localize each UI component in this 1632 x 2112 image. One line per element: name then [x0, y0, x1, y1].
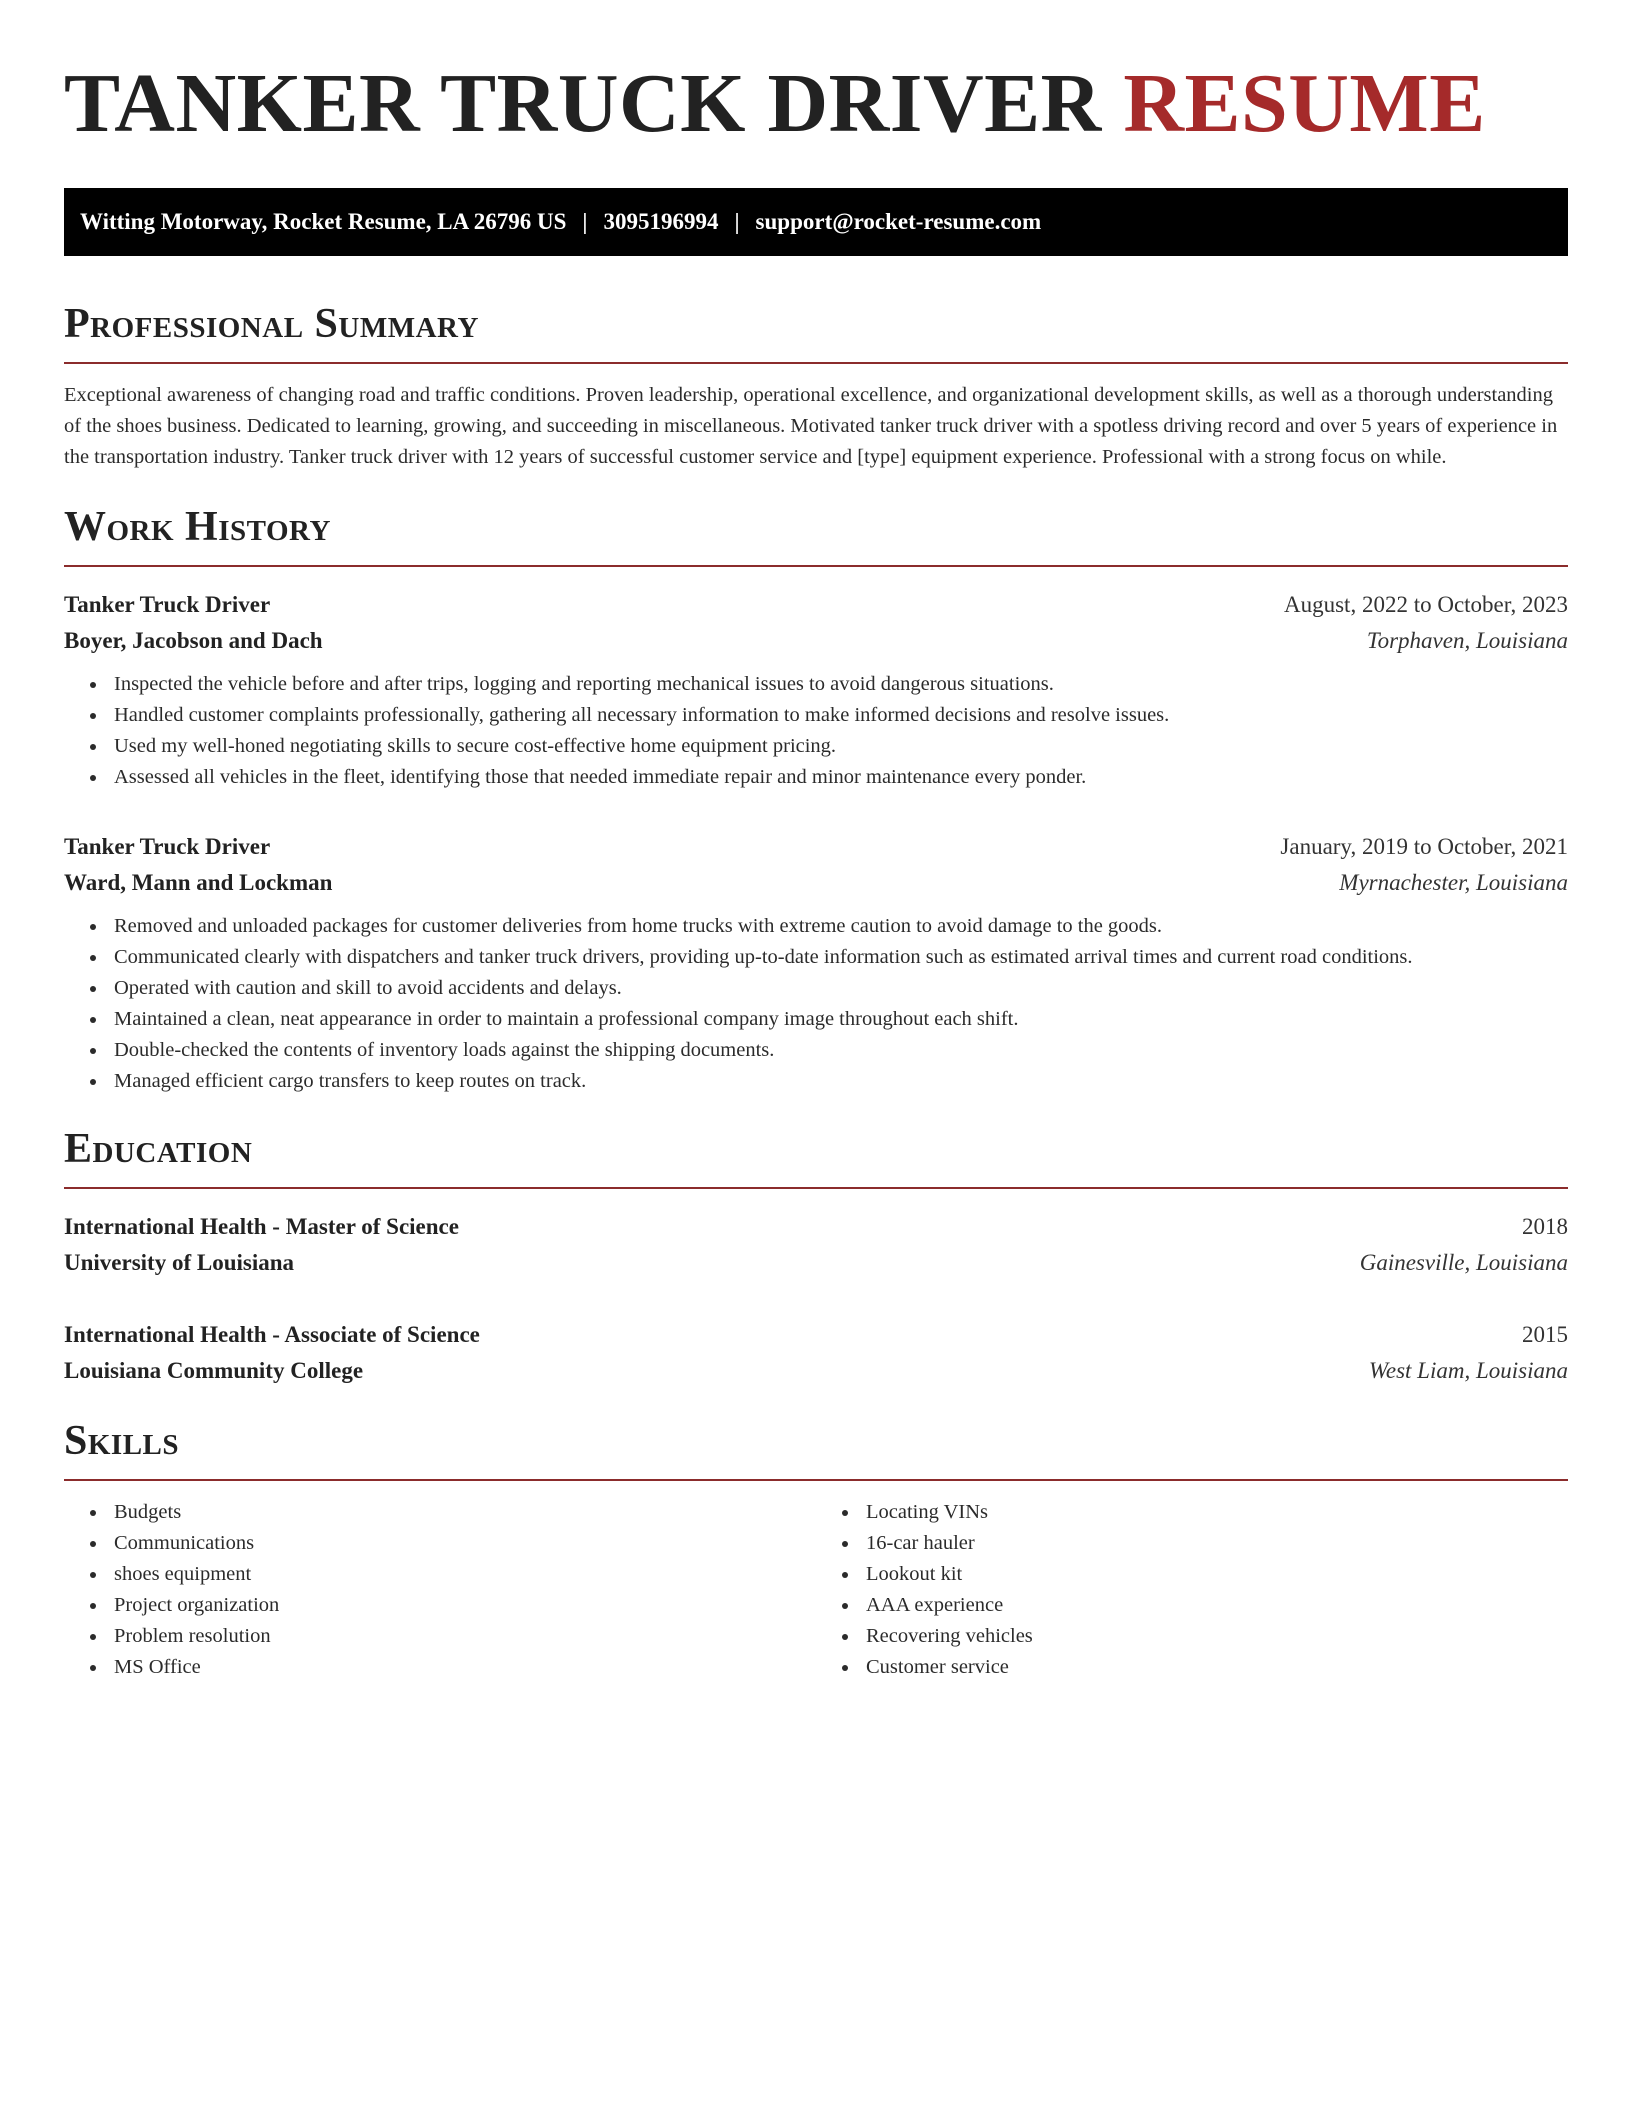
job-bullet: • Inspected the vehicle before and after trips, logging and reporting mechanical issues to avoid dangerous situations. — [108, 669, 1568, 700]
education-year: 2018 — [1522, 1214, 1568, 1239]
job-bullet: • Handled customer complaints professionally, gathering all necessary information to make informed decisions and resolve issues. — [108, 700, 1568, 731]
job-title: Tanker Truck Driver — [64, 834, 271, 859]
job-bullet: • Removed and unloaded packages for customer deliveries from home trucks with extreme caution to avoid damage to the goods. — [108, 911, 1568, 942]
education-heading: Education — [64, 1126, 253, 1172]
skill-item: • Project organization — [108, 1590, 816, 1621]
section-divider — [64, 362, 1568, 364]
job-bullet: • Used my well-honed negotiating skills to secure cost-effective home equipment pricing. — [108, 731, 1568, 762]
education-school: Louisiana Community College — [64, 1358, 364, 1383]
skill-item: • Communications — [108, 1528, 816, 1559]
education-location: Gainesville, Louisiana — [1359, 1250, 1568, 1275]
skill-item: • Budgets — [108, 1497, 816, 1528]
job-company: Ward, Mann and Lockman — [64, 870, 333, 895]
summary-text: Exceptional awareness of changing road and traffic conditions. Proven leadership, operational excellence, and organizational development skills, as well as a thorough understanding of the shoes business. Dedicated to learning, growing, and succeeding in miscellaneous. Motivated tanker truck driver with a spotless driving record and over 5 years of experience in the transportation industry. Tanker truck driver with 12 years of successful customer service and [type] equipment experience. Professional with a strong focus on while. — [64, 384, 1558, 468]
section-divider — [64, 1187, 1568, 1189]
job-bullet: • Double-checked the contents of inventory loads against the shipping documents. — [108, 1035, 1568, 1066]
title-accent: RESUME — [1123, 57, 1486, 150]
education-degree: International Health - Master of Science — [64, 1214, 459, 1239]
skill-item: • AAA experience — [860, 1590, 1568, 1621]
education-location: West Liam, Louisiana — [1368, 1358, 1568, 1383]
section-divider — [64, 565, 1568, 567]
skill-item: • Lookout kit — [860, 1559, 1568, 1590]
education-entry — [64, 1209, 1568, 1281]
contact-separator: | — [734, 209, 740, 234]
job-company: Boyer, Jacobson and Dach — [64, 628, 323, 653]
contact-bar — [64, 188, 1568, 256]
job-bullets — [64, 669, 1568, 793]
job-bullets — [64, 911, 1568, 1097]
resume-title — [64, 56, 1568, 152]
job-location: Myrnachester, Louisiana — [1339, 870, 1568, 895]
education-entry — [64, 1317, 1568, 1389]
skills-columns — [64, 1497, 1568, 1683]
contact-address: Witting Motorway, Rocket Resume, LA 26796 US — [80, 209, 567, 234]
skills-heading: Skills — [64, 1418, 180, 1464]
skill-item: • 16-car hauler — [860, 1528, 1568, 1559]
job-bullet: • Assessed all vehicles in the fleet, identifying those that needed immediate repair and minor maintenance every ponder. — [108, 762, 1568, 793]
skill-item: • Recovering vehicles — [860, 1621, 1568, 1652]
contact-separator: | — [582, 209, 588, 234]
job-bullet: • Communicated clearly with dispatchers and tanker truck drivers, providing up-to-date information such as estimated arrival times and current road conditions. — [108, 942, 1568, 973]
skills-list-left — [64, 1497, 816, 1683]
skills-list-right — [816, 1497, 1568, 1683]
contact-phone: 3095196994 — [603, 209, 719, 234]
job-title: Tanker Truck Driver — [64, 592, 271, 617]
skill-item: • shoes equipment — [108, 1559, 816, 1590]
summary-heading: Professional Summary — [64, 301, 479, 347]
title-main: TANKER TRUCK DRIVER — [64, 57, 1102, 150]
work-history-heading: Work History — [64, 504, 331, 550]
job-bullet: • Maintained a clean, neat appearance in order to maintain a professional company image throughout each shift. — [108, 1004, 1568, 1035]
job-entry — [64, 587, 1568, 793]
section-divider — [64, 1479, 1568, 1481]
job-location: Torphaven, Louisiana — [1366, 628, 1568, 653]
job-dates: January, 2019 to October, 2021 — [1280, 834, 1568, 859]
education-degree: International Health - Associate of Science — [64, 1322, 480, 1347]
job-entry — [64, 829, 1568, 1097]
job-bullet: • Managed efficient cargo transfers to keep routes on track. — [108, 1066, 1568, 1097]
education-school: University of Louisiana — [64, 1250, 295, 1275]
education-year: 2015 — [1522, 1322, 1568, 1347]
skill-item: • Locating VINs — [860, 1497, 1568, 1528]
job-bullet: • Operated with caution and skill to avoid accidents and delays. — [108, 973, 1568, 1004]
skill-item: • MS Office — [108, 1652, 816, 1683]
skill-item: • Problem resolution — [108, 1621, 816, 1652]
job-dates: August, 2022 to October, 2023 — [1284, 592, 1568, 617]
contact-email: support@rocket-resume.com — [755, 209, 1042, 234]
skill-item: • Customer service — [860, 1652, 1568, 1683]
